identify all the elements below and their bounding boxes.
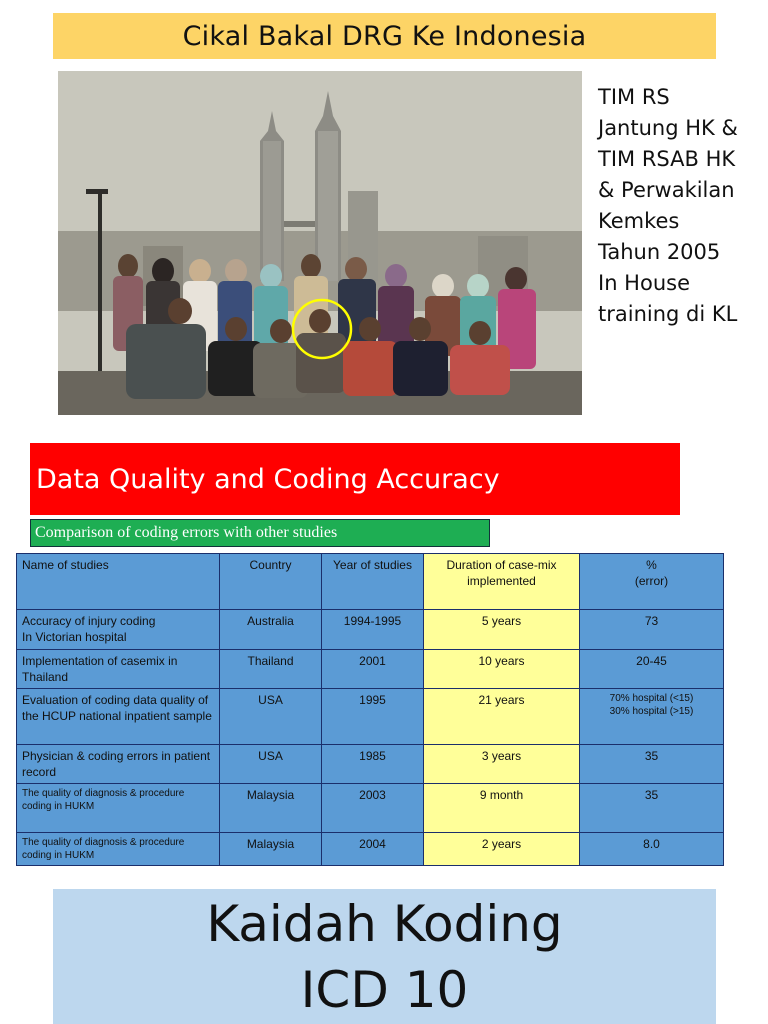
caption-line: TIM RS [598, 85, 670, 109]
study-name-cell: Physician & coding errors in patient record [17, 745, 220, 784]
slide3-title-line1: Kaidah Koding [206, 894, 563, 953]
group-photo-graphic [58, 71, 582, 415]
study-name-cell: The quality of diagnosis & procedure coding in HUKM [17, 833, 220, 866]
error-cell: 8.0 [580, 833, 724, 866]
header-cell: Name of studies [17, 554, 220, 610]
study-name: Accuracy of injury coding [22, 614, 156, 628]
country-cell: Thailand [220, 650, 322, 689]
caption-line: Jantung HK & [598, 116, 738, 140]
table-row [17, 610, 724, 650]
caption-line: Kemkes [598, 209, 680, 233]
duration-cell: 2 years [424, 833, 580, 866]
year-cell: 2003 [322, 784, 424, 833]
header-cell [580, 554, 724, 610]
header-cell-line: (error) [634, 574, 669, 588]
error-cell: 20-45 [580, 650, 724, 689]
table-row [17, 833, 724, 866]
error-cell [580, 689, 724, 745]
duration-cell: 9 month [424, 784, 580, 833]
study-name-line2: In Victorian hospital [22, 630, 127, 644]
caption-line: & Perwakilan [598, 178, 735, 202]
year-cell: 1985 [322, 745, 424, 784]
study-name-cell: Evaluation of coding data quality of the HCUP national inpatient sample [17, 689, 220, 745]
country-cell: USA [220, 745, 322, 784]
table-subtitle: Comparison of coding errors with other studies [30, 519, 490, 547]
country-cell: USA [220, 689, 322, 745]
table-row [17, 689, 724, 745]
year-cell: 2001 [322, 650, 424, 689]
slide3-title-line2: ICD 10 [300, 960, 469, 1019]
slide3-title-box [53, 889, 716, 1024]
duration-cell: 3 years [424, 745, 580, 784]
slide1-title: Cikal Bakal DRG Ke Indonesia [53, 13, 716, 59]
year-cell: 2004 [322, 833, 424, 866]
header-cell: Country [220, 554, 322, 610]
caption-line: Tahun 2005 [598, 240, 721, 264]
error-line: 70% hospital (<15) [609, 693, 694, 704]
year-cell: 1994-1995 [322, 610, 424, 650]
duration-cell: 21 years [424, 689, 580, 745]
header-cell: Duration of case-mix implemented [424, 554, 580, 610]
photo-caption [598, 82, 763, 330]
table-row [17, 650, 724, 689]
slide2-title: Data Quality and Coding Accuracy [30, 443, 680, 515]
coding-errors-table [16, 553, 724, 866]
error-line: 30% hospital (>15) [609, 706, 694, 717]
header-cell-line: % [646, 558, 657, 572]
year-cell: 1995 [322, 689, 424, 745]
error-cell: 35 [580, 784, 724, 833]
duration-cell: 10 years [424, 650, 580, 689]
group-photo [58, 71, 582, 415]
caption-line: training di KL [598, 302, 738, 326]
table-row [17, 784, 724, 833]
table-row [17, 745, 724, 784]
caption-line: TIM RSAB HK [598, 147, 736, 171]
duration-cell: 5 years [424, 610, 580, 650]
study-name-cell: The quality of diagnosis & procedure coding in HUKM [17, 784, 220, 833]
caption-line: In House [598, 271, 690, 295]
country-cell: Australia [220, 610, 322, 650]
study-name-cell [17, 610, 220, 650]
table-header-row [17, 554, 724, 610]
header-cell: Year of studies [322, 554, 424, 610]
country-cell: Malaysia [220, 833, 322, 866]
error-cell: 35 [580, 745, 724, 784]
country-cell: Malaysia [220, 784, 322, 833]
study-name-cell: Implementation of casemix in Thailand [17, 650, 220, 689]
error-cell: 73 [580, 610, 724, 650]
